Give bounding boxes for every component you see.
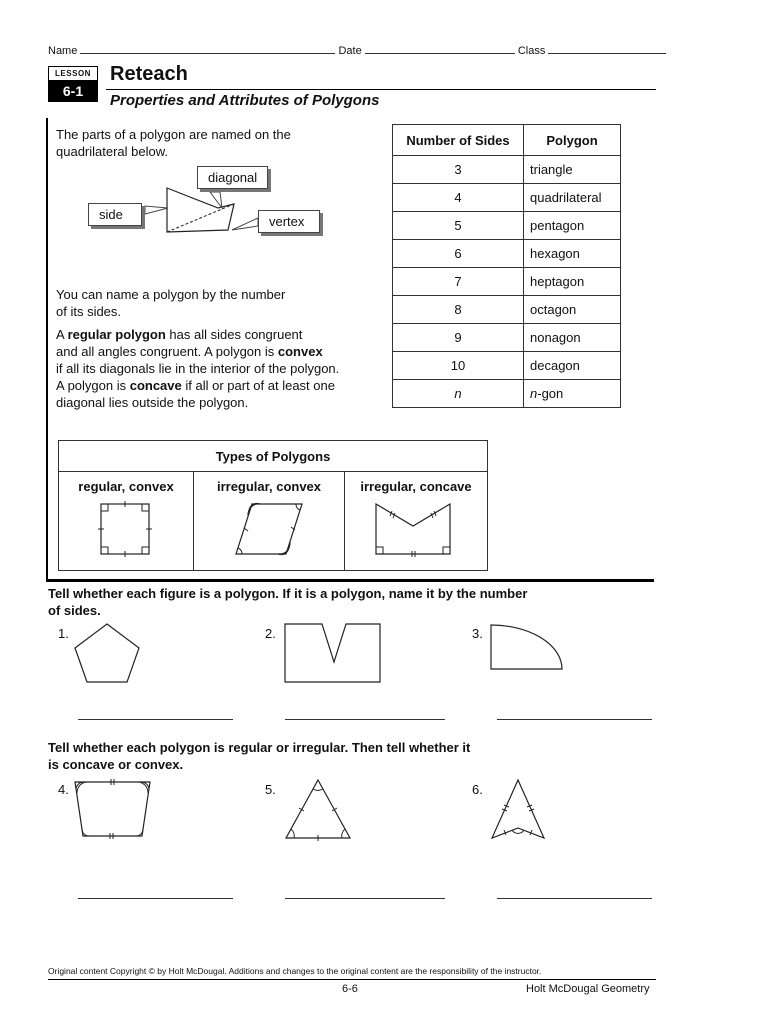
name-field[interactable] xyxy=(80,42,335,54)
text-run: if all or part of at least one xyxy=(181,378,335,393)
class-label: Class xyxy=(517,45,546,57)
book-title: Holt McDougal Geometry xyxy=(526,983,650,995)
section1-instructions xyxy=(48,585,527,619)
answer-line-6[interactable] xyxy=(497,898,652,899)
paragraph-line xyxy=(56,343,339,360)
lesson-label: LESSON xyxy=(48,66,98,81)
lesson-number: 6-1 xyxy=(48,81,98,102)
notched-rectangle-figure xyxy=(282,622,382,684)
answer-line-5[interactable] xyxy=(285,898,445,899)
table-cell: 3 xyxy=(393,156,524,184)
vertex-callout: vertex xyxy=(258,210,320,233)
text-run: -gon xyxy=(537,386,564,401)
lesson-badge xyxy=(48,66,98,102)
table-cell: 9 xyxy=(393,324,524,352)
square-figure xyxy=(91,496,161,566)
paragraph-line: of its sides. xyxy=(56,304,122,319)
instruction-line: of sides. xyxy=(48,603,101,618)
intro-line: The parts of a polygon are named on the xyxy=(56,127,291,142)
answer-line-2[interactable] xyxy=(285,719,445,720)
instruction-line: is concave or convex. xyxy=(48,757,184,772)
term-convex: convex xyxy=(277,344,323,359)
question-number: 2. xyxy=(265,626,276,641)
table-cell: 10 xyxy=(393,352,524,380)
text-run: A xyxy=(56,327,68,342)
naming-paragraph xyxy=(56,286,285,320)
text-run: n xyxy=(530,386,538,401)
paragraph-line xyxy=(56,326,339,343)
paragraph-line: if all its diagonals lie in the interior of the polygon. xyxy=(56,361,340,376)
table-cell: octagon xyxy=(524,296,621,324)
table-cell xyxy=(524,380,621,408)
equilateral-triangle-figure xyxy=(282,776,354,842)
paragraph-line: diagonal lies outside the polygon. xyxy=(56,395,249,410)
answer-line-4[interactable] xyxy=(78,898,233,899)
table-row xyxy=(393,268,621,296)
types-cell-regular-convex xyxy=(59,472,194,571)
trapezoid-figure xyxy=(72,776,154,840)
table-cell: n xyxy=(393,380,524,408)
table-row xyxy=(59,472,488,571)
question-number: 5. xyxy=(265,782,276,797)
name-label: Name xyxy=(48,45,78,57)
name-header xyxy=(48,42,666,57)
type-label: regular, convex xyxy=(78,479,174,494)
table-cell: 4 xyxy=(393,184,524,212)
concave-figure xyxy=(366,496,466,566)
quarter-circle-figure xyxy=(488,622,568,672)
table-row xyxy=(393,380,621,408)
text-run: and all angles congruent. A polygon is xyxy=(56,344,278,359)
term-regular-polygon: regular polygon xyxy=(67,327,166,342)
table-cell: 8 xyxy=(393,296,524,324)
date-field[interactable] xyxy=(365,42,515,54)
term-concave: concave xyxy=(129,378,182,393)
type-label: irregular, concave xyxy=(360,479,472,494)
table-row xyxy=(393,156,621,184)
class-field[interactable] xyxy=(548,42,666,54)
section-left-rule xyxy=(46,118,48,580)
question-number: 1. xyxy=(58,626,69,641)
section2-instructions xyxy=(48,739,470,773)
table-header-row xyxy=(393,125,621,156)
type-label: irregular, convex xyxy=(216,479,322,494)
date-label: Date xyxy=(338,45,362,57)
text-run: A polygon is xyxy=(56,378,130,393)
definitions-paragraph xyxy=(56,326,339,411)
parallelogram-figure xyxy=(224,496,314,566)
copyright-notice: Original content Copyright © by Holt McDougal. Additions and changes to the original content are the responsibility of the instructor. xyxy=(48,966,542,976)
types-table xyxy=(58,440,488,571)
table-cell: 7 xyxy=(393,268,524,296)
answer-line-3[interactable] xyxy=(497,719,652,720)
table-row xyxy=(393,212,621,240)
table-cell: pentagon xyxy=(524,212,621,240)
paragraph-line xyxy=(56,377,339,394)
types-title: Types of Polygons xyxy=(59,441,488,472)
table-row xyxy=(393,184,621,212)
table-cell: hexagon xyxy=(524,240,621,268)
table-row xyxy=(393,324,621,352)
answer-line-1[interactable] xyxy=(78,719,233,720)
table-cell: triangle xyxy=(524,156,621,184)
instruction-line: Tell whether each figure is a polygon. If it is a polygon, name it by the number xyxy=(48,586,528,601)
types-cell-irregular-concave xyxy=(345,472,488,571)
table-cell: quadrilateral xyxy=(524,184,621,212)
question-number: 6. xyxy=(472,782,483,797)
intro-line: quadrilateral below. xyxy=(56,144,169,159)
sides-table xyxy=(392,124,621,408)
title-rule xyxy=(106,89,656,90)
question-number: 3. xyxy=(472,626,483,641)
table-row xyxy=(393,352,621,380)
paragraph-line: You can name a polygon by the number xyxy=(56,287,286,302)
diagonal-callout: diagonal xyxy=(197,166,268,189)
table-cell: heptagon xyxy=(524,268,621,296)
intro-text xyxy=(56,126,291,160)
side-callout: side xyxy=(88,203,142,226)
question-number: 4. xyxy=(58,782,69,797)
instruction-line: Tell whether each polygon is regular or irregular. Then tell whether it xyxy=(48,740,471,755)
page-subtitle: Properties and Attributes of Polygons xyxy=(110,92,380,109)
table-cell: 5 xyxy=(393,212,524,240)
table-row xyxy=(59,441,488,472)
column-header: Number of Sides xyxy=(393,125,524,156)
footer-rule xyxy=(48,979,656,980)
page-number: 6-6 xyxy=(342,983,358,995)
column-header: Polygon xyxy=(524,125,621,156)
page-title: Reteach xyxy=(110,63,188,85)
table-row xyxy=(393,240,621,268)
table-cell: decagon xyxy=(524,352,621,380)
section-bottom-rule xyxy=(46,579,654,582)
pentagon-figure xyxy=(72,622,142,686)
dart-figure xyxy=(488,776,548,842)
table-cell: 6 xyxy=(393,240,524,268)
table-cell: nonagon xyxy=(524,324,621,352)
types-cell-irregular-convex xyxy=(194,472,345,571)
table-row xyxy=(393,296,621,324)
text-run: has all sides congruent xyxy=(165,327,303,342)
